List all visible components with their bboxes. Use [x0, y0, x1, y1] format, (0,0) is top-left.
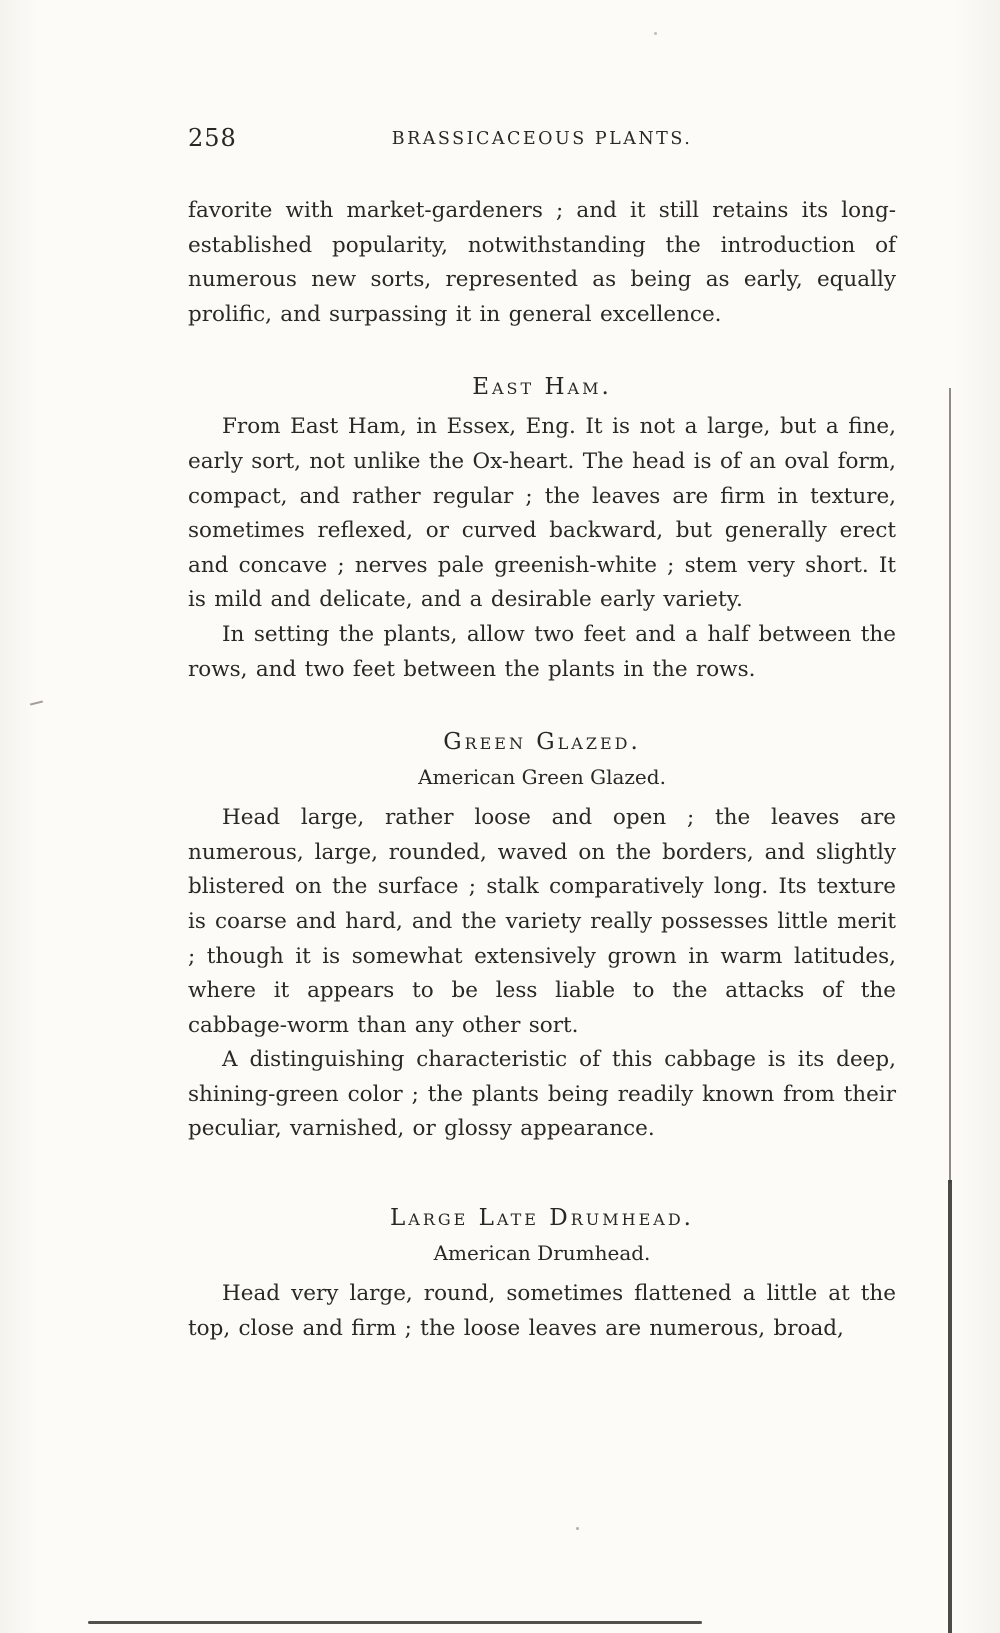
scan-artifact-speck-top	[654, 32, 657, 35]
section-heading: Large Late Drumhead.	[390, 1205, 694, 1232]
section-large-late-drumhead	[188, 1205, 896, 1346]
scan-artifact-speck-bottom	[576, 1527, 579, 1530]
scan-artifact-bottom-line	[88, 1621, 702, 1624]
paragraph: Head large, rather loose and open ; the leaves are numerous, large, rounded, waved on the borders, and slightly blistered on the surface ; stalk comparatively long. Its texture is coarse and hard, and the variety really possesses little merit ; though it is somewhat extensively grown in warm latitudes, where it appears to be less liable to the attacks of the cabbage-worm than any other sort.	[188, 805, 896, 1038]
section-subheading: American Drumhead.	[433, 1241, 651, 1266]
page-header	[188, 124, 896, 154]
continuation-paragraph: favorite with market-gardeners ; and it still retains its long-established popularity, notwithstanding the introduction of numerous new sorts, represented as being as early, equally prolific, and surpassing it in general excellence.	[188, 198, 896, 327]
running-title: BRASSICACEOUS PLANTS.	[391, 129, 693, 149]
page-content	[188, 124, 896, 1346]
scan-artifact-margin-mark	[30, 700, 43, 705]
paragraph: Head very large, round, sometimes flattened a little at the top, close and firm ; the loose leaves are numerous, broad,	[188, 1281, 896, 1341]
section-heading: East Ham.	[472, 374, 612, 401]
page-number: 258	[188, 124, 237, 152]
section-heading: Green Glazed.	[443, 729, 641, 756]
paragraph: A distinguishing characteristic of this cabbage is its deep, shining-green color ; the plants being readily known from their peculiar, varnished, or glossy appearance.	[188, 1047, 896, 1142]
scan-artifact-right-line-upper	[949, 388, 951, 1183]
paragraph: In setting the plants, allow two feet and a half between the rows, and two feet between the plants in the rows.	[188, 621, 896, 682]
section-green-glazed	[188, 729, 896, 1147]
section-east-ham	[188, 374, 896, 687]
section-subheading: American Green Glazed.	[418, 765, 666, 790]
paragraph: From East Ham, in Essex, Eng. It is not a large, but a fine, early sort, not unlike the Ox-heart. The head is of an oval form, compact, and rather regular ; the leaves are firm in texture, sometimes reflexed, or curved backward, but generally erect and concave ; nerves pale greenish-white ; stem very short. It is mild and delicate, and a desirable early variety.	[188, 414, 896, 613]
scan-artifact-right-line-lower	[948, 1180, 952, 1633]
page-body	[188, 194, 896, 1346]
